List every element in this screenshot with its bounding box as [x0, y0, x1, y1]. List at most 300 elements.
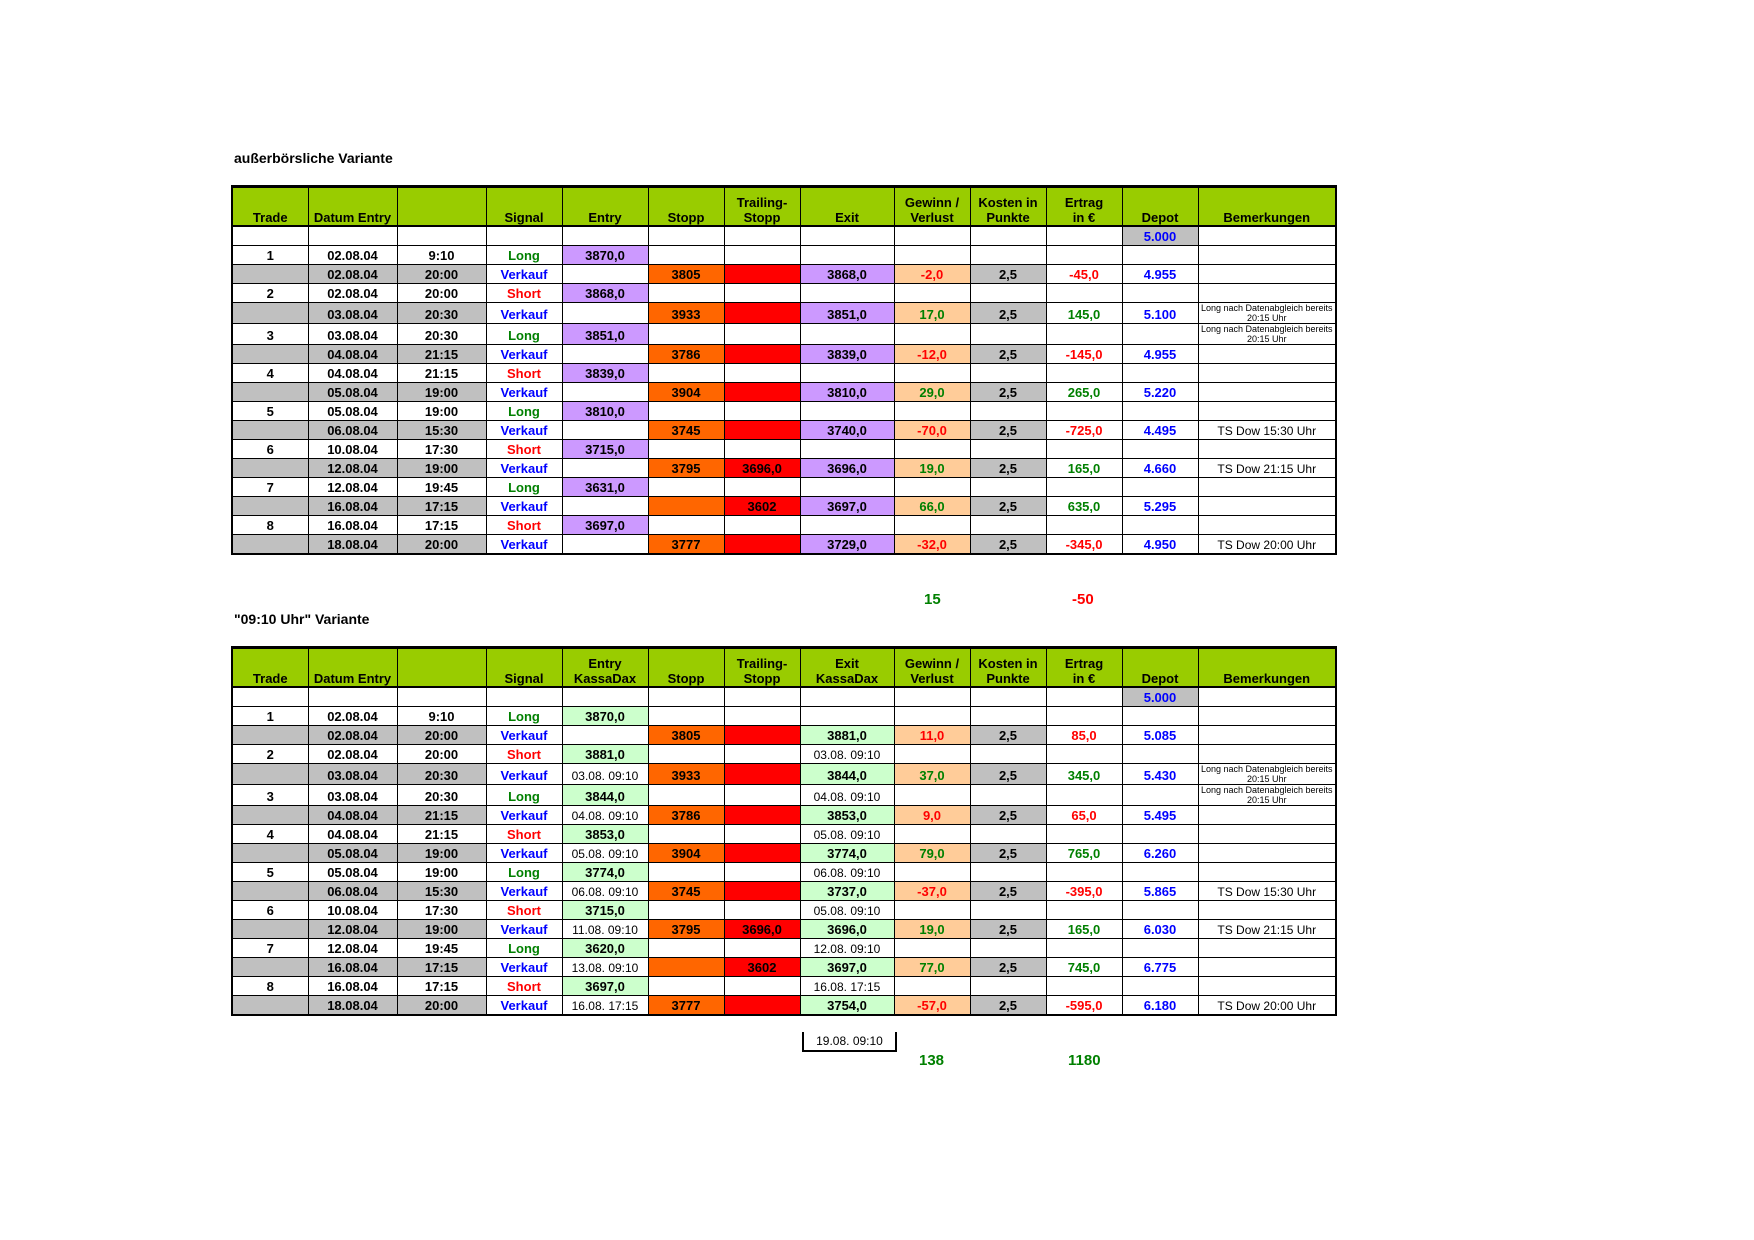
- cell-entry: 3844,0: [562, 785, 648, 806]
- cell-entry: 3870,0: [562, 707, 648, 726]
- cell-exit: [800, 516, 894, 535]
- cell-trailing: [724, 364, 800, 383]
- table-row: [232, 726, 1336, 745]
- table-row: [232, 844, 1336, 863]
- cell-entry: [562, 459, 648, 478]
- cell-ertrag: [1046, 687, 1122, 707]
- header-ertrag: Ertrag in €: [1046, 648, 1122, 688]
- cell-trade: [232, 535, 308, 555]
- cell-bem: [1198, 939, 1336, 958]
- cell-kosten: [970, 977, 1046, 996]
- cell-exit: 3696,0: [800, 459, 894, 478]
- trades-table-1: [231, 185, 1337, 555]
- cell-bem: [1198, 977, 1336, 996]
- cell-bem: [1198, 226, 1336, 246]
- cell-ertrag: 85,0: [1046, 726, 1122, 745]
- cell-kosten: [970, 402, 1046, 421]
- cell-depot: 5.085: [1122, 726, 1198, 745]
- cell-exit: [800, 246, 894, 265]
- header-time: [397, 648, 486, 688]
- cell-date: 02.08.04: [308, 265, 397, 284]
- cell-kosten: 2,5: [970, 497, 1046, 516]
- cell-gv: -37,0: [894, 882, 970, 901]
- cell-trade: [232, 920, 308, 939]
- header-ertrag: Ertrag in €: [1046, 187, 1122, 227]
- total-gewinn-verlust-2: 138: [919, 1052, 945, 1069]
- cell-trade: [232, 726, 308, 745]
- table-row: [232, 383, 1336, 402]
- cell-gv: [894, 939, 970, 958]
- cell-trailing: [724, 882, 800, 901]
- cell-bem: [1198, 806, 1336, 825]
- cell-stopp: [648, 977, 724, 996]
- cell-depot: 6.180: [1122, 996, 1198, 1016]
- table-row: [232, 939, 1336, 958]
- cell-entry: 3851,0: [562, 324, 648, 345]
- cell-kosten: [970, 284, 1046, 303]
- cell-trailing: [724, 863, 800, 882]
- cell-gv: [894, 440, 970, 459]
- cell-entry: [562, 535, 648, 555]
- cell-trade: [232, 996, 308, 1016]
- cell-depot: 4.950: [1122, 535, 1198, 555]
- cell-date: 16.08.04: [308, 958, 397, 977]
- header-exit: Exit KassaDax: [800, 648, 894, 688]
- header-signal: Signal: [486, 187, 562, 227]
- cell-bem: [1198, 383, 1336, 402]
- cell-depot: [1122, 246, 1198, 265]
- cell-entry: 3774,0: [562, 863, 648, 882]
- cell-bem: TS Dow 21:15 Uhr: [1198, 920, 1336, 939]
- cell-depot: [1122, 402, 1198, 421]
- cell-trade: 8: [232, 977, 308, 996]
- cell-bem: Long nach Datenabgleich bereits 20:15 Uhr: [1198, 324, 1336, 345]
- cell-bem: [1198, 863, 1336, 882]
- header-depot: Depot: [1122, 648, 1198, 688]
- cell-kosten: 2,5: [970, 996, 1046, 1016]
- table-row: [232, 785, 1336, 806]
- cell-time: 19:00: [397, 863, 486, 882]
- cell-signal: [486, 226, 562, 246]
- cell-date: 16.08.04: [308, 516, 397, 535]
- cell-date: 04.08.04: [308, 806, 397, 825]
- cell-time: 21:15: [397, 345, 486, 364]
- cell-stopp: [648, 825, 724, 844]
- cell-ertrag: 635,0: [1046, 497, 1122, 516]
- cell-gv: [894, 284, 970, 303]
- cell-time: 15:30: [397, 421, 486, 440]
- cell-date: [308, 687, 397, 707]
- cell-time: 20:00: [397, 745, 486, 764]
- cell-kosten: [970, 324, 1046, 345]
- cell-signal: Short: [486, 440, 562, 459]
- cell-date: 03.08.04: [308, 303, 397, 324]
- cell-ertrag: [1046, 284, 1122, 303]
- cell-time: 20:30: [397, 303, 486, 324]
- table-row: [232, 825, 1336, 844]
- cell-time: 19:00: [397, 459, 486, 478]
- cell-trade: 7: [232, 478, 308, 497]
- cell-gv: [894, 785, 970, 806]
- cell-time: 21:15: [397, 806, 486, 825]
- cell-trade: 5: [232, 863, 308, 882]
- table-row: [232, 421, 1336, 440]
- table-row: [232, 958, 1336, 977]
- cell-gv: [894, 402, 970, 421]
- cell-trade: 6: [232, 901, 308, 920]
- table-row: [232, 745, 1336, 764]
- cell-trade: [232, 844, 308, 863]
- cell-signal: Verkauf: [486, 806, 562, 825]
- cell-trailing: [724, 478, 800, 497]
- cell-stopp: [648, 440, 724, 459]
- cell-trailing: [724, 303, 800, 324]
- cell-time: 9:10: [397, 246, 486, 265]
- cell-depot: [1122, 863, 1198, 882]
- cell-time: 19:45: [397, 478, 486, 497]
- cell-bem: [1198, 516, 1336, 535]
- cell-ertrag: 745,0: [1046, 958, 1122, 977]
- cell-date: 05.08.04: [308, 863, 397, 882]
- header-trade: Trade: [232, 187, 308, 227]
- cell-ertrag: [1046, 863, 1122, 882]
- cell-exit: [800, 364, 894, 383]
- cell-depot: 5.495: [1122, 806, 1198, 825]
- cell-bem: Long nach Datenabgleich bereits 20:15 Uhr: [1198, 785, 1336, 806]
- cell-entry: 3697,0: [562, 516, 648, 535]
- cell-ertrag: [1046, 226, 1122, 246]
- cell-depot: [1122, 478, 1198, 497]
- cell-date: 10.08.04: [308, 901, 397, 920]
- cell-exit: [800, 402, 894, 421]
- header-bem: Bemerkungen: [1198, 187, 1336, 227]
- cell-kosten: 2,5: [970, 345, 1046, 364]
- cell-trailing: [724, 265, 800, 284]
- cell-stopp: [648, 863, 724, 882]
- cell-depot: 5.100: [1122, 303, 1198, 324]
- cell-time: 19:45: [397, 939, 486, 958]
- table-row: [232, 265, 1336, 284]
- cell-entry: [562, 265, 648, 284]
- header-trailing: Trailing- Stopp: [724, 187, 800, 227]
- cell-depot: 5.220: [1122, 383, 1198, 402]
- cell-entry: [562, 497, 648, 516]
- cell-date: 18.08.04: [308, 996, 397, 1016]
- cell-bem: TS Dow 15:30 Uhr: [1198, 421, 1336, 440]
- cell-gv: 66,0: [894, 497, 970, 516]
- cell-date: 05.08.04: [308, 383, 397, 402]
- cell-signal: Short: [486, 364, 562, 383]
- cell-signal: Verkauf: [486, 421, 562, 440]
- cell-signal: Long: [486, 863, 562, 882]
- cell-ertrag: -725,0: [1046, 421, 1122, 440]
- cell-depot: 5.865: [1122, 882, 1198, 901]
- cell-signal: Verkauf: [486, 920, 562, 939]
- cell-bem: [1198, 825, 1336, 844]
- cell-bem: [1198, 958, 1336, 977]
- cell-kosten: 2,5: [970, 882, 1046, 901]
- cell-depot: [1122, 364, 1198, 383]
- cell-entry: 3631,0: [562, 478, 648, 497]
- cell-time: 20:00: [397, 535, 486, 555]
- cell-date: 16.08.04: [308, 977, 397, 996]
- cell-ertrag: -395,0: [1046, 882, 1122, 901]
- cell-time: 19:00: [397, 383, 486, 402]
- cell-stopp: 3786: [648, 806, 724, 825]
- cell-trade: [232, 958, 308, 977]
- cell-signal: Short: [486, 901, 562, 920]
- cell-bem: [1198, 284, 1336, 303]
- cell-time: [397, 687, 486, 707]
- cell-bem: [1198, 246, 1336, 265]
- cell-signal: Verkauf: [486, 726, 562, 745]
- cell-exit: 3810,0: [800, 383, 894, 402]
- cell-depot: [1122, 939, 1198, 958]
- cell-time: 19:00: [397, 402, 486, 421]
- cell-ertrag: -145,0: [1046, 345, 1122, 364]
- header-stopp: Stopp: [648, 648, 724, 688]
- cell-date: 02.08.04: [308, 726, 397, 745]
- cell-exit: [800, 687, 894, 707]
- cell-signal: Verkauf: [486, 497, 562, 516]
- cell-entry: 3620,0: [562, 939, 648, 958]
- cell-depot: 6.030: [1122, 920, 1198, 939]
- cell-ertrag: [1046, 939, 1122, 958]
- cell-entry: 3715,0: [562, 901, 648, 920]
- cell-ertrag: 145,0: [1046, 303, 1122, 324]
- cell-time: 17:15: [397, 958, 486, 977]
- cell-trailing: [724, 939, 800, 958]
- cell-time: 19:00: [397, 920, 486, 939]
- cell-trade: [232, 421, 308, 440]
- cell-stopp: [648, 745, 724, 764]
- cell-entry: [562, 226, 648, 246]
- cell-exit: 3740,0: [800, 421, 894, 440]
- header-date: Datum Entry: [308, 648, 397, 688]
- header-time: [397, 187, 486, 227]
- cell-stopp: [648, 284, 724, 303]
- cell-depot: 5.295: [1122, 497, 1198, 516]
- cell-bem: Long nach Datenabgleich bereits 20:15 Uhr: [1198, 303, 1336, 324]
- cell-trade: [232, 265, 308, 284]
- cell-signal: Verkauf: [486, 303, 562, 324]
- cell-date: 02.08.04: [308, 745, 397, 764]
- cell-gv: [894, 246, 970, 265]
- cell-signal: Verkauf: [486, 345, 562, 364]
- cell-stopp: 3795: [648, 920, 724, 939]
- cell-trailing: [724, 844, 800, 863]
- cell-exit: 16.08. 17:15: [800, 977, 894, 996]
- cell-trailing: [724, 226, 800, 246]
- cell-exit: 3696,0: [800, 920, 894, 939]
- cell-bem: [1198, 345, 1336, 364]
- cell-kosten: [970, 901, 1046, 920]
- cell-trade: 5: [232, 402, 308, 421]
- cell-gv: 19,0: [894, 459, 970, 478]
- cell-time: 17:15: [397, 497, 486, 516]
- cell-date: 12.08.04: [308, 478, 397, 497]
- cell-exit: 05.08. 09:10: [800, 901, 894, 920]
- cell-depot: 6.775: [1122, 958, 1198, 977]
- cell-depot: [1122, 901, 1198, 920]
- cell-gv: [894, 364, 970, 383]
- cell-date: 16.08.04: [308, 497, 397, 516]
- cell-trailing: [724, 284, 800, 303]
- cell-exit: 3851,0: [800, 303, 894, 324]
- cell-signal: Short: [486, 516, 562, 535]
- cell-trailing: 3696,0: [724, 459, 800, 478]
- header-trailing: Trailing- Stopp: [724, 648, 800, 688]
- cell-entry: 3868,0: [562, 284, 648, 303]
- cell-signal: [486, 687, 562, 707]
- cell-depot: [1122, 785, 1198, 806]
- cell-bem: [1198, 265, 1336, 284]
- cell-stopp: 3745: [648, 882, 724, 901]
- cell-exit: 04.08. 09:10: [800, 785, 894, 806]
- cell-date: 03.08.04: [308, 785, 397, 806]
- cell-stopp: [648, 939, 724, 958]
- cell-exit: 3853,0: [800, 806, 894, 825]
- cell-gv: 9,0: [894, 806, 970, 825]
- cell-ertrag: 265,0: [1046, 383, 1122, 402]
- cell-signal: Long: [486, 324, 562, 345]
- table-row: [232, 284, 1336, 303]
- cell-trailing: [724, 345, 800, 364]
- cell-stopp: [648, 364, 724, 383]
- cell-bem: [1198, 687, 1336, 707]
- cell-bem: TS Dow 21:15 Uhr: [1198, 459, 1336, 478]
- cell-kosten: [970, 939, 1046, 958]
- cell-trailing: [724, 440, 800, 459]
- cell-entry: [562, 383, 648, 402]
- header-stopp: Stopp: [648, 187, 724, 227]
- cell-exit: [800, 324, 894, 345]
- cell-ertrag: [1046, 785, 1122, 806]
- cell-entry: [562, 303, 648, 324]
- cell-kosten: 2,5: [970, 303, 1046, 324]
- table-row: [232, 303, 1336, 324]
- cell-depot: [1122, 707, 1198, 726]
- cell-trade: 3: [232, 785, 308, 806]
- cell-trade: 3: [232, 324, 308, 345]
- cell-gv: 37,0: [894, 764, 970, 785]
- cell-bem: [1198, 901, 1336, 920]
- cell-gv: -57,0: [894, 996, 970, 1016]
- cell-trailing: [724, 825, 800, 844]
- cell-entry: 04.08. 09:10: [562, 806, 648, 825]
- cell-trade: 7: [232, 939, 308, 958]
- cell-bem: [1198, 440, 1336, 459]
- cell-gv: [894, 825, 970, 844]
- cell-depot: 5.000: [1122, 687, 1198, 707]
- cell-gv: -12,0: [894, 345, 970, 364]
- cell-signal: Verkauf: [486, 265, 562, 284]
- cell-trade: [232, 226, 308, 246]
- cell-entry: 3697,0: [562, 977, 648, 996]
- cell-stopp: 3904: [648, 383, 724, 402]
- cell-bem: [1198, 478, 1336, 497]
- cell-depot: 5.430: [1122, 764, 1198, 785]
- cell-trailing: [724, 785, 800, 806]
- cell-ertrag: -345,0: [1046, 535, 1122, 555]
- cell-ertrag: -595,0: [1046, 996, 1122, 1016]
- cell-stopp: 3777: [648, 996, 724, 1016]
- cell-trailing: 3696,0: [724, 920, 800, 939]
- cell-kosten: [970, 516, 1046, 535]
- header-entry: Entry KassaDax: [562, 648, 648, 688]
- cell-depot: 5.000: [1122, 226, 1198, 246]
- cell-gv: 79,0: [894, 844, 970, 863]
- cell-stopp: 3786: [648, 345, 724, 364]
- cell-stopp: [648, 324, 724, 345]
- cell-gv: 17,0: [894, 303, 970, 324]
- cell-date: 12.08.04: [308, 920, 397, 939]
- cell-stopp: [648, 246, 724, 265]
- cell-kosten: [970, 785, 1046, 806]
- table-row: [232, 535, 1336, 555]
- cell-entry: 3881,0: [562, 745, 648, 764]
- cell-kosten: 2,5: [970, 726, 1046, 745]
- header-trade: Trade: [232, 648, 308, 688]
- header-exit: Exit: [800, 187, 894, 227]
- cell-stopp: [648, 497, 724, 516]
- cell-trade: [232, 303, 308, 324]
- cell-time: 21:15: [397, 364, 486, 383]
- cell-exit: 3754,0: [800, 996, 894, 1016]
- cell-kosten: 2,5: [970, 421, 1046, 440]
- cell-entry: [562, 421, 648, 440]
- cell-date: 06.08.04: [308, 882, 397, 901]
- cell-date: 03.08.04: [308, 324, 397, 345]
- cell-ertrag: [1046, 324, 1122, 345]
- cell-trailing: [724, 901, 800, 920]
- cell-bem: TS Dow 15:30 Uhr: [1198, 882, 1336, 901]
- cell-kosten: 2,5: [970, 764, 1046, 785]
- table-row: [232, 882, 1336, 901]
- cell-kosten: 2,5: [970, 265, 1046, 284]
- cell-date: 06.08.04: [308, 421, 397, 440]
- cell-signal: Short: [486, 825, 562, 844]
- cell-gv: [894, 977, 970, 996]
- cell-trailing: [724, 402, 800, 421]
- cell-kosten: [970, 745, 1046, 764]
- cell-ertrag: [1046, 516, 1122, 535]
- cell-ertrag: [1046, 440, 1122, 459]
- cell-trailing: [724, 745, 800, 764]
- cell-trailing: [724, 996, 800, 1016]
- cell-kosten: [970, 246, 1046, 265]
- cell-trailing: [724, 246, 800, 265]
- cell-stopp: 3933: [648, 303, 724, 324]
- cell-exit: [800, 478, 894, 497]
- cell-depot: 4.495: [1122, 421, 1198, 440]
- cell-exit: 3697,0: [800, 497, 894, 516]
- table-row: [232, 996, 1336, 1016]
- cell-date: [308, 226, 397, 246]
- cell-trade: 6: [232, 440, 308, 459]
- cell-ertrag: [1046, 901, 1122, 920]
- section-title-1: außerbörsliche Variante: [234, 150, 393, 166]
- cell-date: 10.08.04: [308, 440, 397, 459]
- cell-time: 21:15: [397, 825, 486, 844]
- cell-trailing: [724, 977, 800, 996]
- cell-ertrag: [1046, 478, 1122, 497]
- table-row: [232, 977, 1336, 996]
- cell-kosten: 2,5: [970, 383, 1046, 402]
- cell-kosten: 2,5: [970, 844, 1046, 863]
- cell-stopp: [648, 707, 724, 726]
- cell-time: 20:30: [397, 785, 486, 806]
